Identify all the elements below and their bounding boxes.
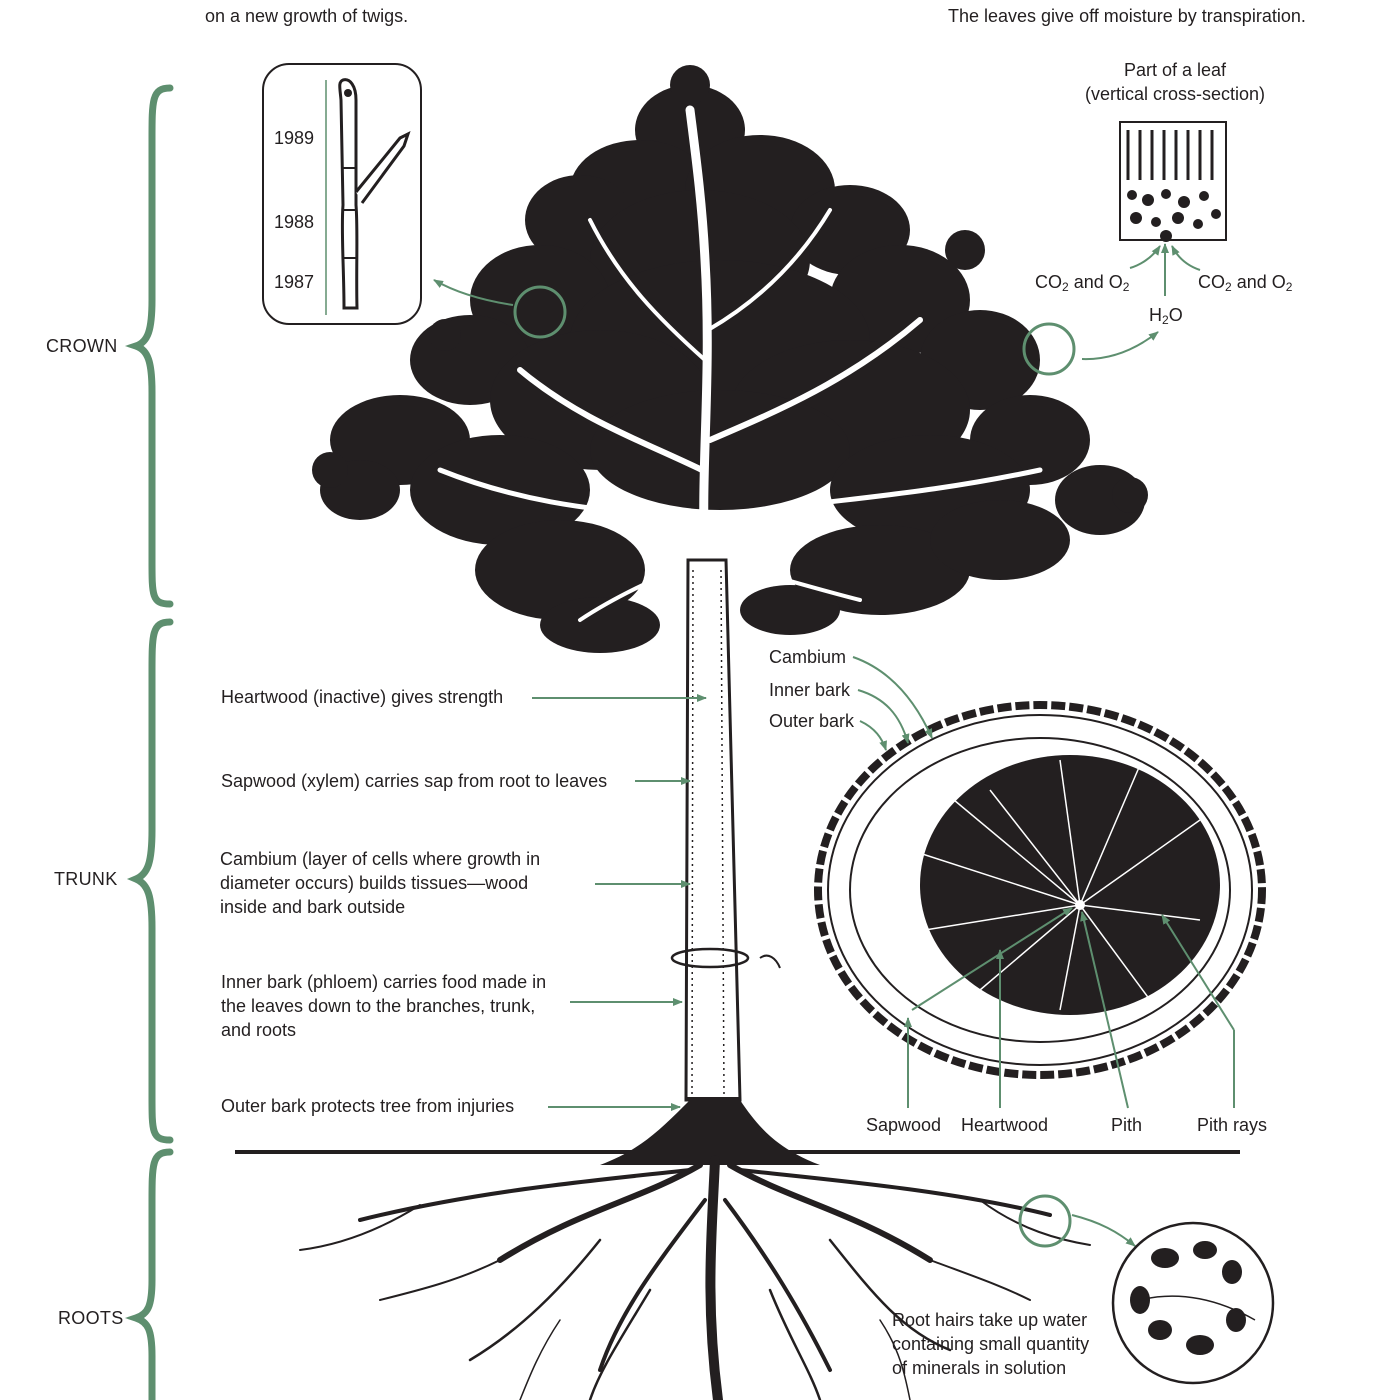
- label-root-hairs-line-3: of minerals in solution: [892, 1358, 1067, 1378]
- gas-and-o-text: and O: [1231, 272, 1286, 292]
- leaf-title-line-1: Part of a leaf: [1123, 60, 1227, 80]
- section-braces: [136, 88, 170, 1400]
- label-sapwood: Sapwood (xylem) carries sap from root to leaves: [221, 771, 608, 791]
- gas-co-text: CO: [1035, 272, 1062, 292]
- cs-label-pith: Pith: [1111, 1115, 1143, 1135]
- water-label: [1149, 303, 1183, 332]
- trunk-cross-section: [818, 705, 1262, 1075]
- cs-label-sapwood: Sapwood: [866, 1115, 942, 1135]
- roots-brace: [136, 1152, 170, 1400]
- section-label-crown: CROWN: [46, 336, 118, 356]
- intro-left-text: on a new growth of twigs.: [205, 6, 409, 26]
- gas-sub-2: 2: [1122, 280, 1130, 294]
- twig-year-label: 1987: [274, 272, 315, 292]
- label-cambium: [220, 847, 540, 919]
- gas-and-o-text: and O: [1068, 272, 1123, 292]
- leaf-title: [1060, 58, 1290, 106]
- cs-label-heartwood: Heartwood: [961, 1115, 1049, 1135]
- twig-year-label: 1988: [274, 212, 315, 232]
- label-root-hairs-line-2: containing small quantity: [892, 1334, 1090, 1354]
- label-root-hairs-line-1: Root hairs take up water: [892, 1310, 1088, 1330]
- water-sub-2: 2: [1162, 313, 1169, 327]
- leaf-title-line-2: (vertical cross-section): [1084, 84, 1266, 104]
- gas-sub-2: 2: [1062, 280, 1069, 294]
- gas-co-text: CO: [1198, 272, 1225, 292]
- label-inner-bark-line-1: Inner bark (phloem) carries food made in: [221, 972, 547, 992]
- cs-label-outer-bark: Outer bark: [769, 711, 855, 731]
- crown-brace: [136, 88, 170, 604]
- label-inner-bark-line-2: the leaves down to the branches, trunk,: [221, 996, 536, 1016]
- root-hair-inset: [1113, 1223, 1273, 1383]
- label-inner-bark: [221, 970, 546, 1042]
- section-label-trunk: TRUNK: [54, 869, 118, 889]
- label-cambium-line-2: diameter occurs) builds tissues—wood: [220, 873, 529, 893]
- label-heartwood: Heartwood (inactive) gives strength: [221, 687, 504, 707]
- twig-year-label: 1989: [274, 128, 315, 148]
- section-label-roots: ROOTS: [58, 1308, 124, 1328]
- ground-and-roots: [235, 1100, 1240, 1400]
- gas-sub-2: 2: [1285, 280, 1293, 294]
- trunk-leader-arrows: [532, 698, 706, 1107]
- tree-trunk: [672, 560, 780, 1100]
- roothair-magnifier: [1020, 1196, 1070, 1246]
- water-h-text: H: [1149, 305, 1162, 325]
- label-outer-bark: Outer bark protects tree from injuries: [221, 1096, 515, 1116]
- cs-label-pith-rays: Pith rays: [1197, 1115, 1268, 1135]
- label-cambium-line-1: Cambium (layer of cells where growth in: [220, 849, 541, 869]
- trunk-brace: [136, 622, 170, 1140]
- cs-label-cambium: Cambium: [769, 647, 847, 667]
- gas-label-right: [1198, 270, 1292, 299]
- label-root-hairs: [892, 1308, 1089, 1380]
- gas-sub-2: 2: [1225, 280, 1232, 294]
- intro-right-text: The leaves give off moisture by transpiration.: [948, 6, 1306, 26]
- label-cambium-line-3: inside and bark outside: [220, 897, 406, 917]
- cs-label-inner-bark: Inner bark: [769, 680, 851, 700]
- gas-label-left: [1035, 270, 1129, 299]
- label-inner-bark-line-3: and roots: [221, 1020, 297, 1040]
- water-o-text: O: [1168, 305, 1183, 325]
